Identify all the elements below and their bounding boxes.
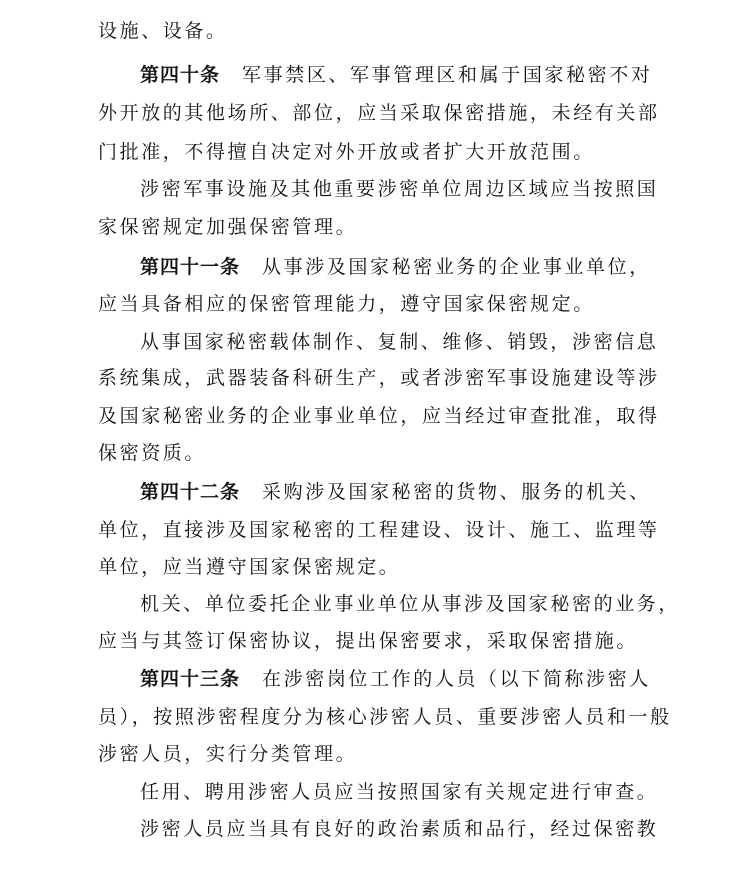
text-line xyxy=(98,555,400,579)
text-line xyxy=(140,63,652,87)
line-text: 在涉密岗位工作的人员（以下简称涉密人 xyxy=(262,668,651,690)
line-text: 员），按照涉密程度分为核心涉密人员、重要涉密人员和一般 xyxy=(98,706,672,728)
line-text: 涉密军事设施及其他重要涉密单位周边区域应当按照国 xyxy=(140,178,659,200)
text-line xyxy=(98,366,660,390)
text-line xyxy=(98,441,206,465)
line-text: 单位，应当遵守国家保密规定。 xyxy=(98,556,401,578)
text-line xyxy=(98,292,595,316)
line-text: 采购涉及国家秘密的货物、服务的机关、 xyxy=(262,481,651,503)
article-number: 第四十条 xyxy=(140,64,221,86)
text-line xyxy=(98,215,357,239)
text-line xyxy=(98,101,660,125)
text-line xyxy=(98,19,228,43)
text-line xyxy=(140,177,658,201)
line-text: 外开放的其他场所、部位，应当采取保密措施，未经有关部 xyxy=(98,102,660,124)
text-line xyxy=(140,480,651,504)
text-line xyxy=(98,705,672,729)
line-text: 涉密人员应当具有良好的政治素质和品行，经过保密教 xyxy=(140,818,659,840)
text-line xyxy=(98,742,357,766)
text-line xyxy=(140,592,680,616)
text-line xyxy=(140,255,651,279)
line-text: 涉密人员，实行分类管理。 xyxy=(98,743,358,765)
line-text: 单位，直接涉及国家秘密的工程建设、设计、施工、监理等 xyxy=(98,519,660,541)
line-text: 军事禁区、军事管理区和属于国家秘密不对 xyxy=(242,64,653,86)
line-text: 家保密规定加强保密管理。 xyxy=(98,216,358,238)
line-text: 机关、单位委托企业事业单位从事涉及国家秘密的业务， xyxy=(140,593,681,615)
text-line xyxy=(98,404,660,428)
text-line xyxy=(140,817,658,841)
line-text: 应当具备相应的保密管理能力，遵守国家保密规定。 xyxy=(98,293,595,315)
line-text: 及国家秘密业务的企业事业单位，应当经过审查批准，取得 xyxy=(98,405,660,427)
line-text: 设施、设备。 xyxy=(98,20,228,42)
line-text: 从事国家秘密载体制作、复制、维修、销毁，涉密信息 xyxy=(140,331,659,353)
article-number: 第四十三条 xyxy=(140,668,241,690)
article-number: 第四十二条 xyxy=(140,481,241,503)
line-text: 应当与其签订保密协议，提出保密要求，采取保密措施。 xyxy=(98,630,639,652)
line-text: 保密资质。 xyxy=(98,442,207,464)
text-line xyxy=(140,330,658,354)
line-text: 门批准，不得擅自决定对外开放或者扩大开放范围。 xyxy=(98,141,595,163)
text-line xyxy=(98,629,638,653)
text-line xyxy=(98,518,660,542)
text-line xyxy=(140,667,651,691)
article-number: 第四十一条 xyxy=(140,256,241,278)
text-line xyxy=(140,780,658,804)
line-text: 从事涉及国家秘密业务的企业事业单位， xyxy=(262,256,651,278)
line-text: 系统集成，武器装备科研生产，或者涉密军事设施建设等涉 xyxy=(98,367,660,389)
line-text: 任用、聘用涉密人员应当按照国家有关规定进行审查。 xyxy=(140,781,659,803)
text-line xyxy=(98,140,595,164)
